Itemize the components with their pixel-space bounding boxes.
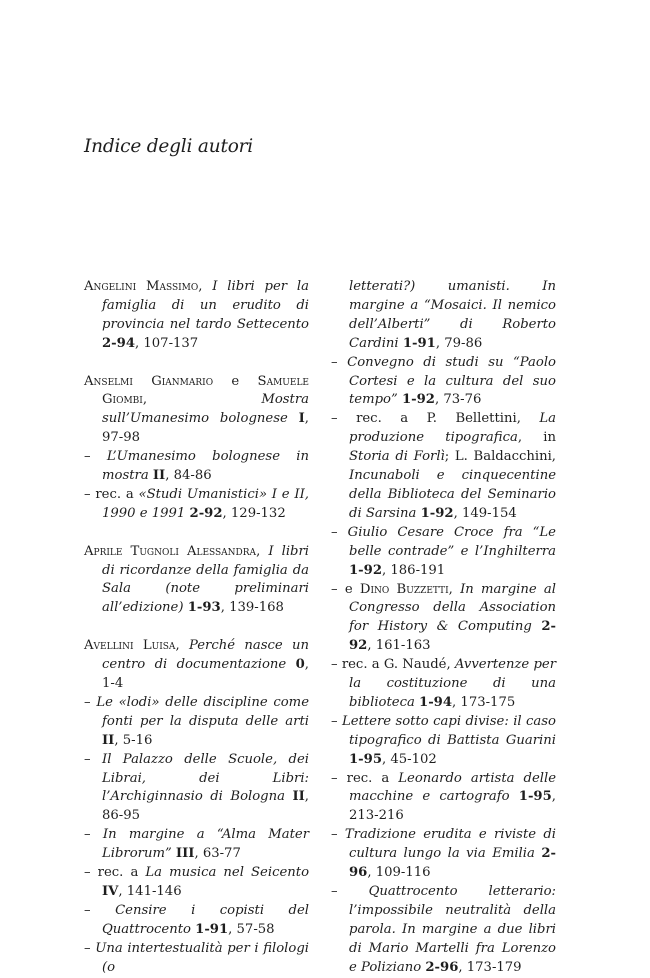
index-entry: – Lettere sotto capi divise: il caso tipografico di Battista Guarini 1-95, 45-102 <box>331 713 556 767</box>
index-entry: – rec. a Leonardo artista delle macchine e cartografo 1-95, 213-216 <box>331 770 557 824</box>
index-entry-author: Aprile Tugnoli Alessandra, I libri di ricordanze della famiglia da Sala (note preliminari all’edizione) 1-93, 139-168 <box>84 543 309 616</box>
page-title: Indice degli autori <box>84 136 253 157</box>
index-entry: – Una intertestualità per i filologi (o <box>84 940 309 975</box>
index-entry: – rec. a P. Bellettini, La produzione tipografica, in Storia di Forlì; L. Baldacchini, Incunaboli e cinquecentine della Biblioteca del Seminario di Sarsina 1-92, 149-154 <box>331 411 556 521</box>
index-entry: – L’Umanesimo bolognese in mostra II, 84-86 <box>84 449 309 484</box>
index-entry: – In margine a “Alma Mater Librorum” III, 63-77 <box>84 827 309 862</box>
index-entry: – e Dino Buzzetti, In margine al Congresso della Association for History & Computing 2-92, 161-163 <box>331 581 557 654</box>
index-entry: – rec. a La musica nel Seicento IV, 141-146 <box>84 865 310 899</box>
index-entry: – Convegno di studi su “Paolo Cortesi e la cultura del suo tempo” 1-92, 73-76 <box>331 354 556 408</box>
index-entry: – Censire i copisti del Quattrocento 1-91, 57-58 <box>84 902 309 937</box>
index-entry: letterati?) umanisti. In margine a “Mosaici. Il nemico dell’Alberti” di Roberto Cardini 1-91, 79-86 <box>349 279 556 351</box>
index-entry: – Il Palazzo delle Scuole, dei Librai, dei Libri: l’Archiginnasio di Bologna II, 86-95 <box>84 751 309 824</box>
index-entry-author: Avellini Luisa, Perché nasce un centro di documentazione 0, 1-4 <box>84 638 309 691</box>
index-entry: – rec. a G. Naudé, Avvertenze per la costituzione di una biblioteca 1-94, 173-175 <box>331 657 556 710</box>
index-entry: – Le «lodi» delle discipline come fonti per la disputa delle arti II, 5-16 <box>84 694 309 748</box>
index-column-left <box>84 278 309 977</box>
index-entry-author: Angelini Massimo, I libri per la famiglia di un erudito di provincia nel tardo Settecento 2-94, 107-137 <box>84 279 309 351</box>
index-entry: – Quattrocento letterario: l’impossibile neutralità della parola. In margine a due libri di Mario Martelli fra Lorenzo e Poliziano 2-96, 173-179 <box>331 884 556 975</box>
index-entry: – rec. a «Studi Umanistici» I e II, 1990 e 1991 2-92, 129-132 <box>84 486 309 521</box>
index-entry-author: Anselmi Gianmario e Samuele Giombi, Mostra sull’Umanesimo bolognese I, 97-98 <box>84 373 309 446</box>
index-column-right <box>331 278 556 978</box>
index-entry: – Giulio Cesare Croce fra “Le belle contrade” e l’Inghilterra 1-92, 186-191 <box>331 524 556 578</box>
index-entry: – Tradizione erudita e riviste di cultura lungo la via Emilia 2-96, 109-116 <box>331 827 556 881</box>
